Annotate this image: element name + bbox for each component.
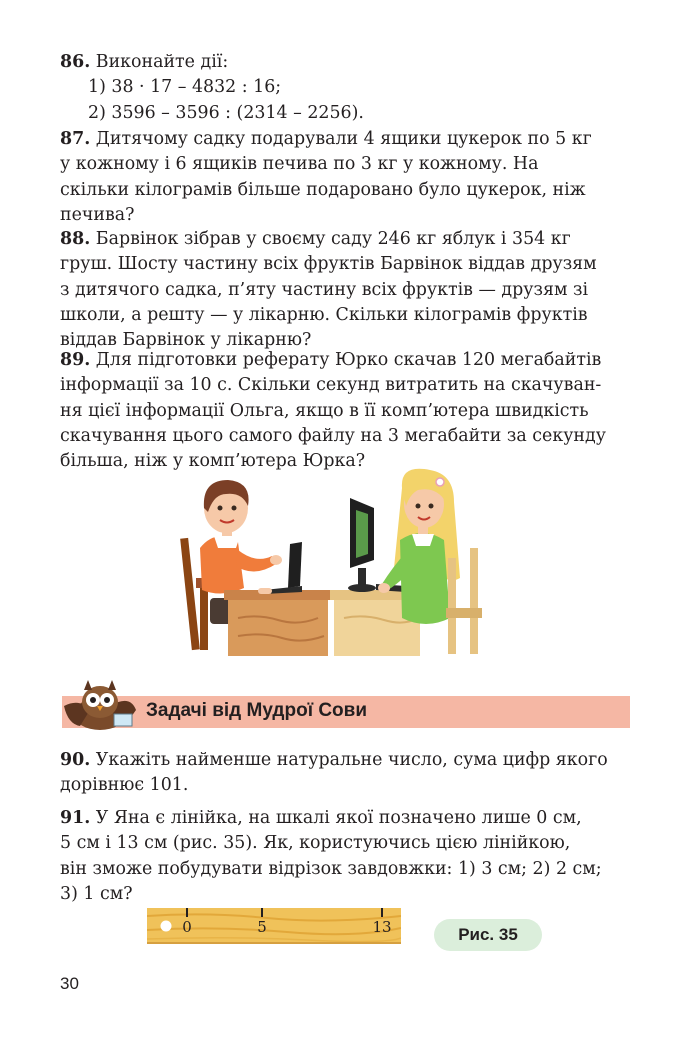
problem-91 (60, 806, 632, 907)
problem-number: 86. (60, 52, 91, 72)
ruler-figure (147, 908, 401, 944)
children-at-computers-illustration (178, 468, 512, 658)
banner-title: Задачі від Мудрої Сови (146, 700, 368, 721)
problem-87 (60, 127, 632, 228)
problem-number: 91. (60, 808, 91, 828)
problem-line: школи, а решту — у лікарню. Скільки кілограмів фруктів (60, 304, 588, 325)
problem-line: Дитячому садку подарували 4 ящики цукерок по 5 кг (95, 129, 592, 149)
problem-number: 87. (60, 129, 91, 149)
sub-item: 2) 3596 – 3596 : (2314 – 2256). (88, 102, 364, 123)
ruler-label: 5 (257, 918, 267, 936)
problem-line: Для підготовки реферату Юрко скачав 120 мегабайтів (95, 350, 602, 370)
problem-line: дорівнює 101. (60, 775, 189, 796)
problem-number: 90. (60, 750, 91, 770)
problem-88 (60, 227, 632, 353)
problem-line: Барвінок зібрав у своєму саду 246 кг яблук і 354 кг (95, 229, 571, 249)
girl-chair (446, 548, 482, 654)
problem-number: 88. (60, 229, 91, 249)
problem-line: більша, ніж у комп’ютера Юрка? (60, 451, 366, 472)
problem-line: У Яна є лінійка, на шкалі якої позначено лише 0 см, (95, 808, 582, 828)
problem-text: Виконайте дії: (95, 52, 229, 72)
problem-90 (60, 748, 632, 799)
ruler-hole (161, 921, 172, 932)
problem-line: ня цієї інформації Ольга, якщо в її комп’ютера швидкість (60, 400, 589, 421)
problem-line: у кожному і 6 ящиків печива по 3 кг у кожному. На (60, 154, 539, 175)
boy-desk (224, 590, 330, 656)
problem-line: він зможе побудувати відрізок завдовжки: 1) 3 см; 2) 2 см; (60, 858, 602, 879)
problem-line: з дитячого садка, п’яту частину всіх фруктів — друзям зі (60, 279, 589, 300)
sub-item: 1) 38 · 17 – 4832 : 16; (88, 77, 282, 98)
problem-line: інформації за 10 с. Скільки секунд витратить на скачуван- (60, 375, 602, 396)
problem-line: Укажіть найменше натуральне число, сума цифр якого (95, 750, 608, 770)
problem-line: скільки кілограмів більше подаровано було цукерок, ніж (60, 179, 586, 200)
problem-line: 3) 1 см? (60, 883, 133, 904)
figure-label (434, 919, 542, 951)
problem-number: 89. (60, 350, 91, 370)
problem-line: груш. Шосту частину всіх фруктів Барвінок віддав друзям (60, 254, 597, 275)
problem-89 (60, 348, 632, 474)
ruler-label: 13 (372, 918, 392, 936)
problem-line: віддав Барвінок у лікарню? (60, 330, 312, 351)
owl-icon (60, 676, 138, 734)
problem-line: скачування цього самого файлу на 3 мегабайти за секунду (60, 425, 606, 446)
problem-86 (60, 50, 632, 126)
page-number: 30 (60, 974, 79, 993)
problem-line: печива? (60, 204, 135, 225)
figure-label-text: Рис. 35 (458, 925, 518, 944)
ruler-label: 0 (182, 918, 192, 936)
problem-line: 5 см і 13 см (рис. 35). Як, користуючись цією лінійкою, (60, 833, 571, 854)
